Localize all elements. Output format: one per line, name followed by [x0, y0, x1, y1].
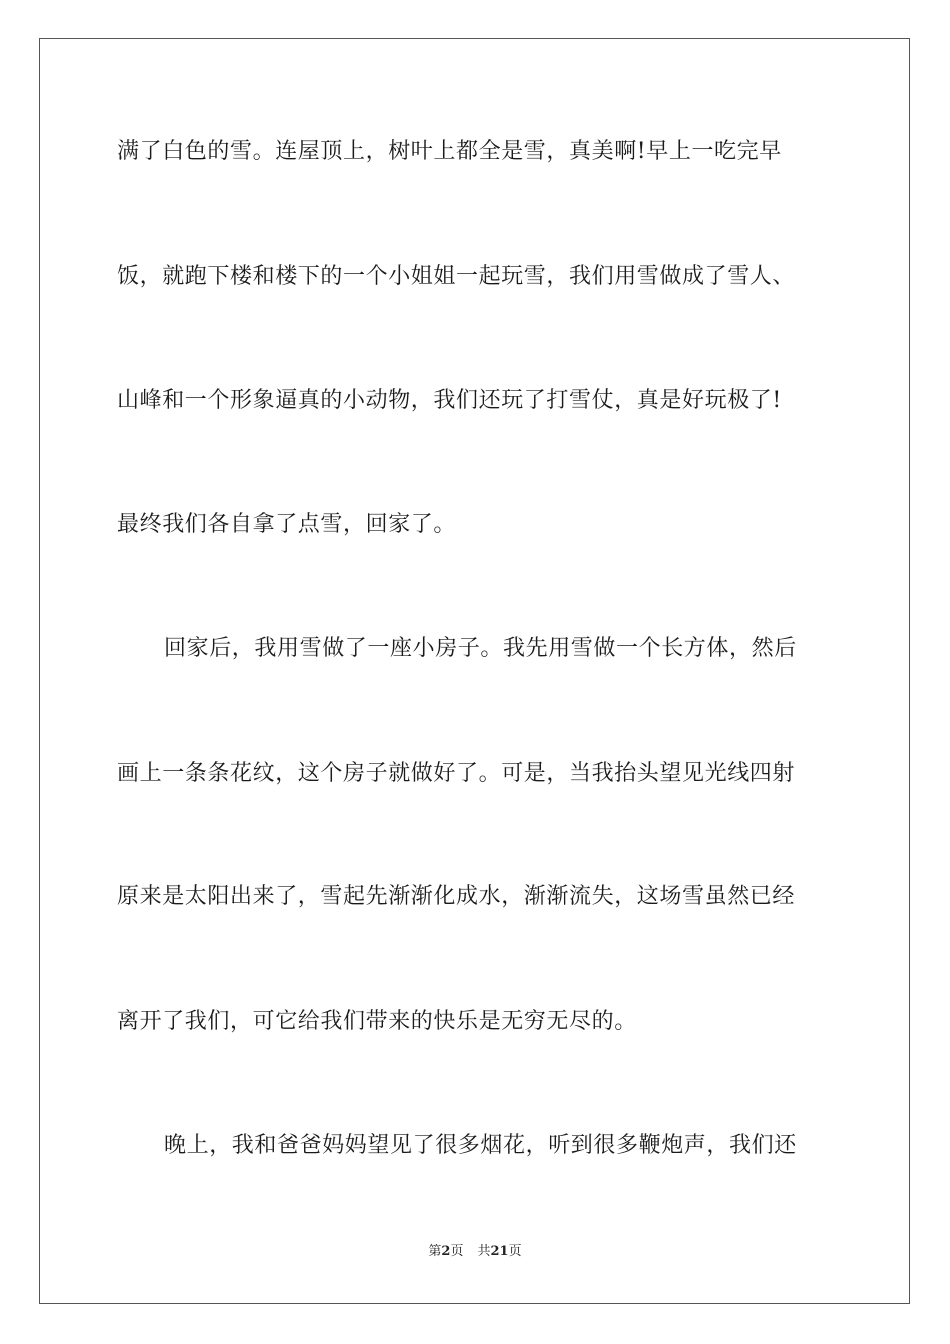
page-footer [0, 1243, 950, 1261]
text-line: 画上一条条花纹，这个房子就做好了。可是，当我抬头望见光线四射 [117, 761, 796, 786]
total-pages-number: 21 [490, 1244, 509, 1259]
text-line: 山峰和一个形象逼真的小动物，我们还玩了打雪仗，真是好玩极了! [117, 388, 782, 413]
text-line: 满了白色的雪。连屋顶上，树叶上都全是雪，真美啊!早上一吃完早 [117, 139, 782, 164]
page-label-prefix: 第 [428, 1244, 442, 1259]
current-page-number: 2 [441, 1244, 451, 1259]
text-line: 最终我们各自拿了点雪，回家了。 [117, 512, 457, 537]
text-line-indented: 晚上，我和爸爸妈妈望见了很多烟花，听到很多鞭炮声，我们还 [164, 1133, 797, 1158]
text-line: 原来是太阳出来了，雪起先渐渐化成水，渐渐流失，这场雪虽然已经 [117, 884, 796, 909]
text-line: 饭，就跑下楼和楼下的一个小姐姐一起玩雪，我们用雪做成了雪人、 [117, 264, 796, 289]
total-label-suffix: 页 [508, 1244, 522, 1259]
total-label-prefix: 共 [477, 1244, 491, 1259]
page-label-suffix: 页 [450, 1244, 464, 1259]
text-line: 离开了我们，可它给我们带来的快乐是无穷无尽的。 [117, 1009, 637, 1034]
text-line-indented: 回家后，我用雪做了一座小房子。我先用雪做一个长方体，然后 [164, 636, 797, 661]
